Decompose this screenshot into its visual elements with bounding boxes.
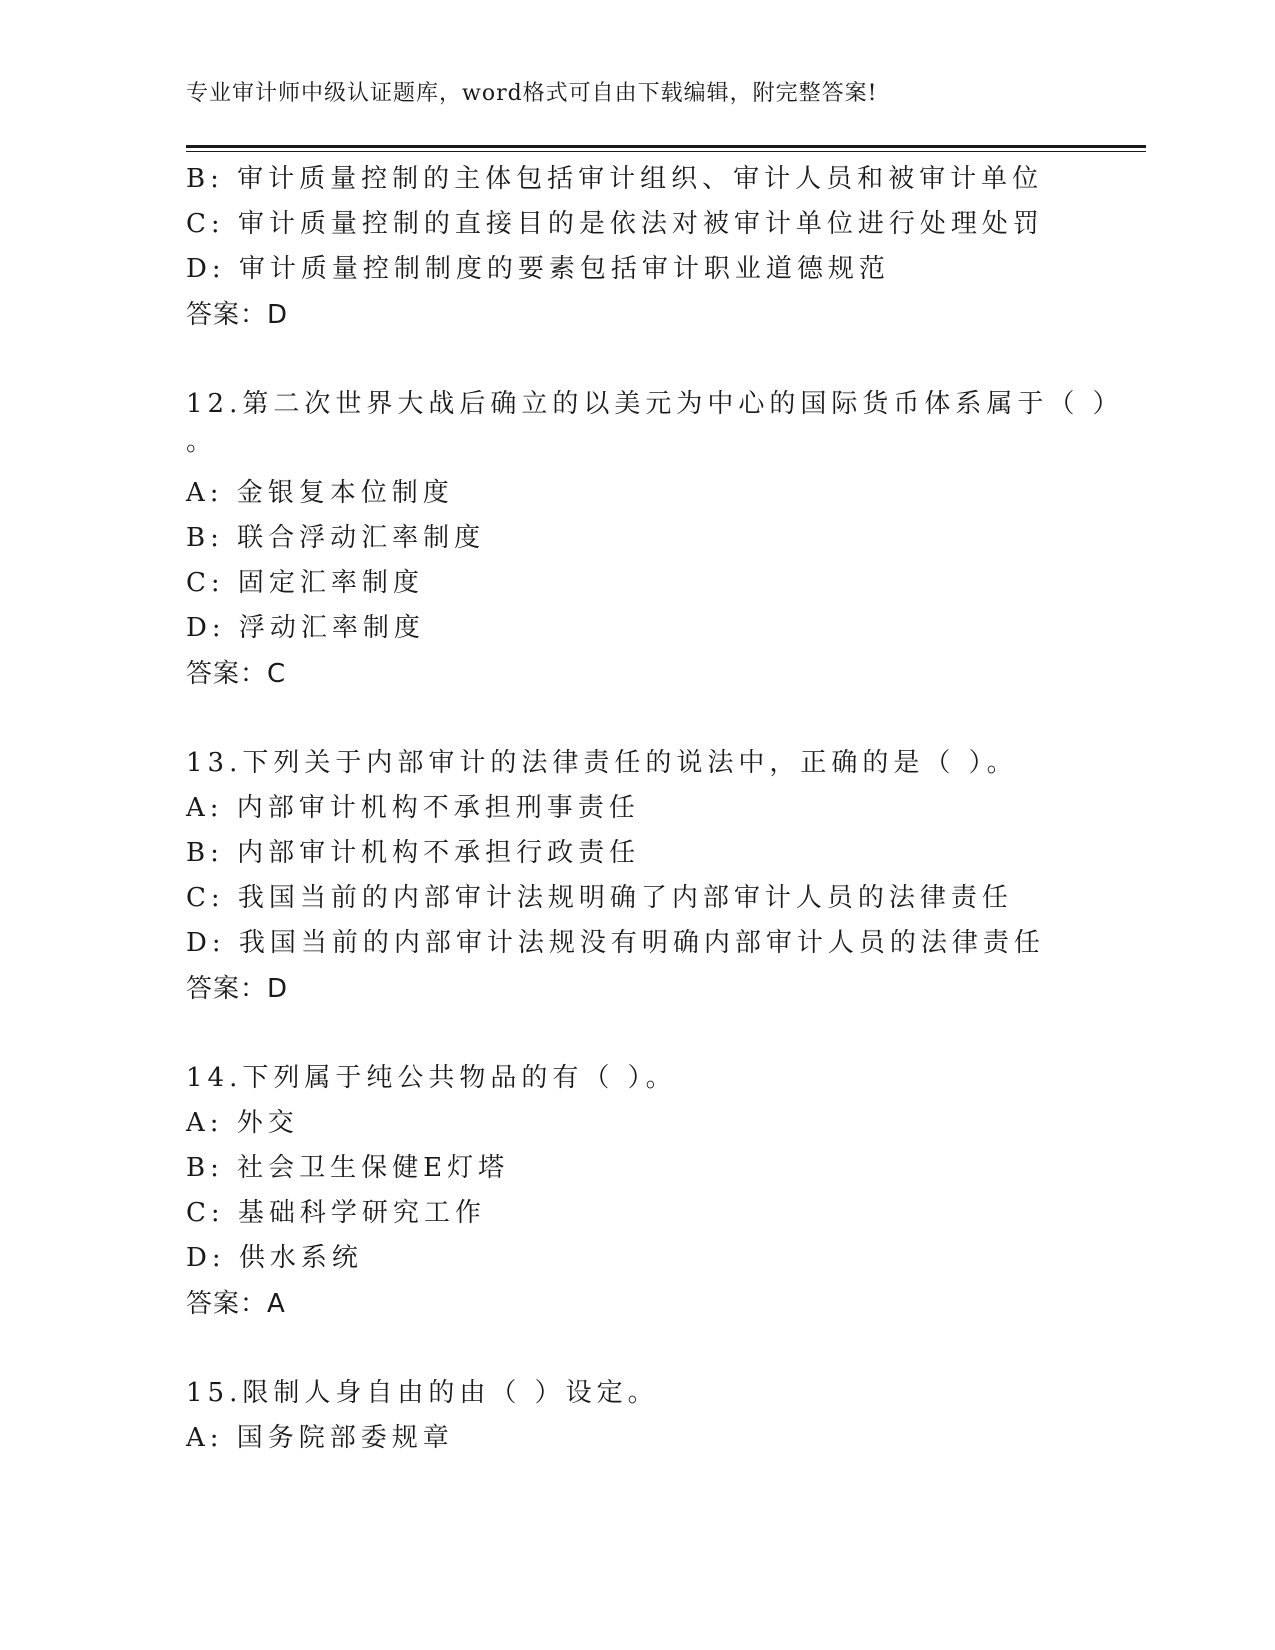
option-a: A: 金银复本位制度	[186, 478, 454, 508]
document-page	[186, 0, 1146, 1650]
option-d: D: 我国当前的内部审计法规没有明确内部审计人员的法律责任	[186, 928, 1045, 958]
option-c: C: 审计质量控制的直接目的是依法对被审计单位进行处理处罚	[186, 209, 1044, 239]
question-stem: 12.第二次世界大战后确立的以美元为中心的国际货币体系属于（ ）	[186, 389, 1124, 419]
answer-line: 答案：D	[186, 300, 289, 330]
page-header: 专业审计师中级认证题库，word格式可自由下载编辑，附完整答案!	[186, 81, 878, 106]
spacer	[186, 1327, 1146, 1371]
question-list	[186, 157, 1146, 1461]
spacer	[186, 338, 1146, 382]
option-d: D: 供水系统	[186, 1243, 363, 1273]
question-stem: 13.下列关于内部审计的法律责任的说法中，正确的是（ ）。	[186, 748, 1018, 778]
option-b: B: 内部审计机构不承担行政责任	[186, 838, 641, 868]
header-divider	[186, 145, 1146, 152]
question-15	[186, 1371, 1146, 1461]
option-c: C: 固定汇率制度	[186, 568, 424, 598]
option-d: D: 审计质量控制制度的要素包括审计职业道德规范	[186, 254, 890, 284]
question-13	[186, 741, 1146, 1012]
option-c: C: 我国当前的内部审计法规明确了内部审计人员的法律责任	[186, 883, 1013, 913]
option-c: C: 基础科学研究工作	[186, 1198, 486, 1228]
question-11-partial	[186, 157, 1146, 338]
option-a: A: 外交	[186, 1108, 299, 1138]
option-a: A: 国务院部委规章	[186, 1423, 454, 1453]
question-stem-continued: 。	[186, 427, 218, 457]
option-b: B: 联合浮动汇率制度	[186, 523, 486, 553]
question-14	[186, 1056, 1146, 1327]
option-a: A: 内部审计机构不承担刑事责任	[186, 793, 640, 823]
option-b: B: 审计质量控制的主体包括审计组织、审计人员和被审计单位	[186, 164, 1044, 194]
spacer	[186, 697, 1146, 741]
question-12	[186, 382, 1146, 697]
option-d: D: 浮动汇率制度	[186, 613, 425, 643]
option-b: B: 社会卫生保健E灯塔	[186, 1153, 510, 1183]
answer-line: 答案：D	[186, 974, 289, 1004]
question-stem: 15.限制人身自由的由（ ）设定。	[186, 1378, 659, 1408]
answer-line: 答案：A	[186, 1289, 286, 1319]
question-stem: 14.下列属于纯公共物品的有（ ）。	[186, 1063, 677, 1093]
answer-line: 答案：C	[186, 659, 287, 689]
spacer	[186, 1012, 1146, 1056]
